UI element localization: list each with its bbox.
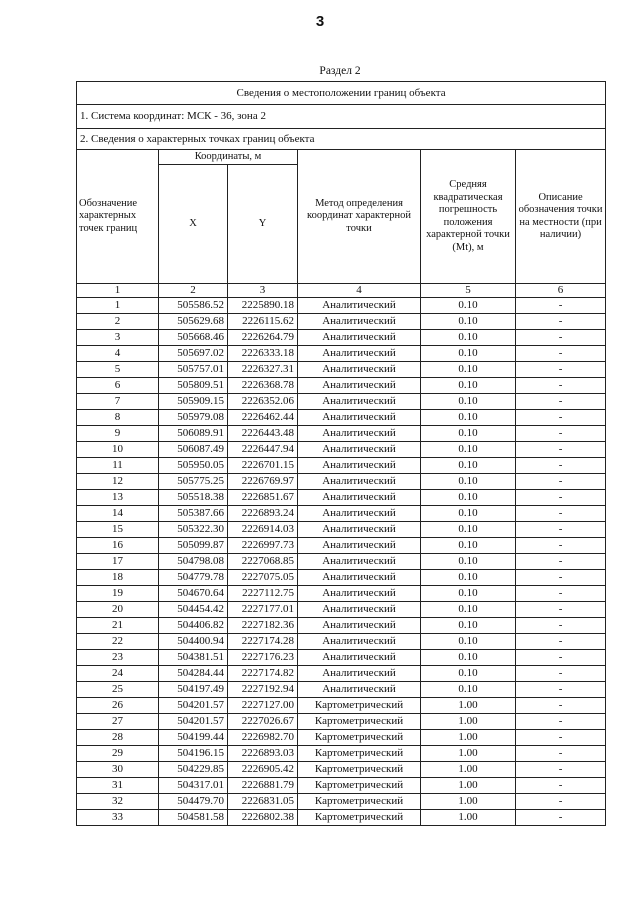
coord-y: 2225890.18 — [228, 297, 298, 313]
table-row — [77, 713, 606, 729]
coord-y: 2226333.18 — [228, 345, 298, 361]
header-error: Средняя квадратическая погрешность положения характерной точки (Mt), м — [421, 150, 516, 284]
table-row — [77, 409, 606, 425]
coord-x: 505518.38 — [159, 489, 228, 505]
column-number: 6 — [516, 284, 606, 298]
coord-y: 2226264.79 — [228, 329, 298, 345]
coord-x: 504317.01 — [159, 777, 228, 793]
table-row — [77, 361, 606, 377]
coord-x: 505909.15 — [159, 393, 228, 409]
coord-y: 2226352.06 — [228, 393, 298, 409]
table-row — [77, 441, 606, 457]
coord-y: 2227182.36 — [228, 617, 298, 633]
mt-cell: 1.00 — [421, 713, 516, 729]
coord-x: 505697.02 — [159, 345, 228, 361]
description-cell: - — [516, 617, 606, 633]
point-number: 27 — [77, 713, 159, 729]
coord-x: 504196.15 — [159, 745, 228, 761]
description-cell: - — [516, 393, 606, 409]
point-number: 3 — [77, 329, 159, 345]
table-row — [77, 649, 606, 665]
coord-y: 2227075.05 — [228, 569, 298, 585]
mt-cell: 0.10 — [421, 457, 516, 473]
description-cell: - — [516, 457, 606, 473]
coord-y: 2226115.62 — [228, 313, 298, 329]
method-cell: Аналитический — [298, 537, 421, 553]
description-cell: - — [516, 777, 606, 793]
description-cell: - — [516, 361, 606, 377]
point-number: 10 — [77, 441, 159, 457]
description-cell: - — [516, 649, 606, 665]
mt-cell: 0.10 — [421, 521, 516, 537]
method-cell: Картометрический — [298, 777, 421, 793]
coord-x: 504479.70 — [159, 793, 228, 809]
method-cell: Аналитический — [298, 361, 421, 377]
table-row — [77, 489, 606, 505]
coord-y: 2226368.78 — [228, 377, 298, 393]
point-number: 17 — [77, 553, 159, 569]
mt-cell: 0.10 — [421, 473, 516, 489]
description-cell: - — [516, 521, 606, 537]
point-number: 13 — [77, 489, 159, 505]
description-cell: - — [516, 473, 606, 489]
column-number: 2 — [159, 284, 228, 298]
description-cell: - — [516, 345, 606, 361]
point-number: 23 — [77, 649, 159, 665]
point-number: 26 — [77, 697, 159, 713]
mt-cell: 0.10 — [421, 313, 516, 329]
method-cell: Аналитический — [298, 313, 421, 329]
coord-x: 505809.51 — [159, 377, 228, 393]
point-number: 4 — [77, 345, 159, 361]
table-row — [77, 697, 606, 713]
method-cell: Аналитический — [298, 521, 421, 537]
mt-cell: 1.00 — [421, 809, 516, 825]
mt-cell: 0.10 — [421, 361, 516, 377]
description-cell: - — [516, 553, 606, 569]
table-row — [77, 681, 606, 697]
mt-cell: 0.10 — [421, 489, 516, 505]
coord-x: 504581.58 — [159, 809, 228, 825]
table-row — [77, 553, 606, 569]
description-cell: - — [516, 793, 606, 809]
coord-x: 505757.01 — [159, 361, 228, 377]
table-row — [77, 729, 606, 745]
coord-y: 2226914.03 — [228, 521, 298, 537]
coord-x: 506087.49 — [159, 441, 228, 457]
coord-y: 2226851.67 — [228, 489, 298, 505]
table-row — [77, 601, 606, 617]
method-cell: Картометрический — [298, 713, 421, 729]
coord-y: 2226831.05 — [228, 793, 298, 809]
column-number: 3 — [228, 284, 298, 298]
coord-y: 2227174.28 — [228, 633, 298, 649]
mt-cell: 0.10 — [421, 297, 516, 313]
method-cell: Аналитический — [298, 617, 421, 633]
coord-y: 2226462.44 — [228, 409, 298, 425]
table-row — [77, 761, 606, 777]
coord-x: 505322.30 — [159, 521, 228, 537]
point-number: 16 — [77, 537, 159, 553]
mt-cell: 0.10 — [421, 505, 516, 521]
point-number: 31 — [77, 777, 159, 793]
coord-x: 504381.51 — [159, 649, 228, 665]
coord-x: 505629.68 — [159, 313, 228, 329]
point-number: 21 — [77, 617, 159, 633]
point-number: 7 — [77, 393, 159, 409]
description-cell: - — [516, 761, 606, 777]
coord-y: 2227176.23 — [228, 649, 298, 665]
method-cell: Аналитический — [298, 457, 421, 473]
coord-y: 2227112.75 — [228, 585, 298, 601]
points-title: 2. Сведения о характерных точках границ объекта — [77, 128, 606, 150]
mt-cell: 1.00 — [421, 729, 516, 745]
mt-cell: 0.10 — [421, 553, 516, 569]
point-number: 22 — [77, 633, 159, 649]
description-cell: - — [516, 729, 606, 745]
method-cell: Аналитический — [298, 649, 421, 665]
coord-x: 504197.49 — [159, 681, 228, 697]
coord-system: 1. Система координат: МСК - 36, зона 2 — [77, 105, 606, 129]
table-row — [77, 745, 606, 761]
column-number-row — [77, 284, 606, 298]
description-cell: - — [516, 585, 606, 601]
header-description: Описание обозначения точки на местности (при наличии) — [516, 150, 606, 284]
table-row — [77, 665, 606, 681]
point-number: 2 — [77, 313, 159, 329]
mt-cell: 0.10 — [421, 585, 516, 601]
coord-x: 504406.82 — [159, 617, 228, 633]
point-number: 5 — [77, 361, 159, 377]
table-row — [77, 393, 606, 409]
coord-x: 504798.08 — [159, 553, 228, 569]
description-cell: - — [516, 569, 606, 585]
point-number: 30 — [77, 761, 159, 777]
description-cell: - — [516, 441, 606, 457]
column-number: 1 — [77, 284, 159, 298]
table-row — [77, 777, 606, 793]
header-coordinates: Координаты, м — [159, 150, 298, 165]
header-x: X — [159, 165, 228, 284]
point-number: 15 — [77, 521, 159, 537]
coord-y: 2227068.85 — [228, 553, 298, 569]
mt-cell: 0.10 — [421, 601, 516, 617]
coord-x: 505668.46 — [159, 329, 228, 345]
coord-x: 506089.91 — [159, 425, 228, 441]
mt-cell: 0.10 — [421, 377, 516, 393]
coord-y: 2227174.82 — [228, 665, 298, 681]
description-cell: - — [516, 297, 606, 313]
table-row — [77, 329, 606, 345]
coord-y: 2226769.97 — [228, 473, 298, 489]
header-designation: Обозначение характерных точек границ — [77, 150, 159, 284]
coord-x: 505387.66 — [159, 505, 228, 521]
coord-x: 504199.44 — [159, 729, 228, 745]
coord-x: 505979.08 — [159, 409, 228, 425]
point-number: 20 — [77, 601, 159, 617]
table-row — [77, 633, 606, 649]
description-cell: - — [516, 745, 606, 761]
mt-cell: 0.10 — [421, 633, 516, 649]
method-cell: Аналитический — [298, 329, 421, 345]
table-row — [77, 569, 606, 585]
coord-x: 504400.94 — [159, 633, 228, 649]
method-cell: Аналитический — [298, 441, 421, 457]
header-method: Метод определения координат характерной точки — [298, 150, 421, 284]
coord-y: 2226893.03 — [228, 745, 298, 761]
table-row — [77, 473, 606, 489]
mt-cell: 0.10 — [421, 617, 516, 633]
coord-x: 505099.87 — [159, 537, 228, 553]
method-cell: Аналитический — [298, 393, 421, 409]
coord-x: 504229.85 — [159, 761, 228, 777]
method-cell: Аналитический — [298, 409, 421, 425]
boundary-points-table — [76, 81, 606, 826]
mt-cell: 0.10 — [421, 409, 516, 425]
mt-cell: 0.10 — [421, 441, 516, 457]
description-cell: - — [516, 537, 606, 553]
table-row — [77, 617, 606, 633]
description-cell: - — [516, 329, 606, 345]
section-label: Раздел 2 — [319, 65, 361, 77]
coord-x: 504670.64 — [159, 585, 228, 601]
method-cell: Картометрический — [298, 697, 421, 713]
coord-system-row — [77, 105, 606, 129]
coord-y: 2227177.01 — [228, 601, 298, 617]
header-y: Y — [228, 165, 298, 284]
method-cell: Аналитический — [298, 553, 421, 569]
point-number: 33 — [77, 809, 159, 825]
column-number: 5 — [421, 284, 516, 298]
description-cell: - — [516, 425, 606, 441]
method-cell: Аналитический — [298, 377, 421, 393]
coord-x: 504779.78 — [159, 569, 228, 585]
table-row — [77, 313, 606, 329]
table-title: Сведения о местоположении границ объекта — [77, 82, 606, 105]
method-cell: Картометрический — [298, 729, 421, 745]
point-number: 18 — [77, 569, 159, 585]
point-number: 25 — [77, 681, 159, 697]
mt-cell: 1.00 — [421, 697, 516, 713]
method-cell: Аналитический — [298, 633, 421, 649]
table-row — [77, 809, 606, 825]
mt-cell: 0.10 — [421, 569, 516, 585]
point-number: 19 — [77, 585, 159, 601]
description-cell: - — [516, 409, 606, 425]
method-cell: Аналитический — [298, 489, 421, 505]
table-row — [77, 457, 606, 473]
point-number: 29 — [77, 745, 159, 761]
coord-x: 505950.05 — [159, 457, 228, 473]
method-cell: Аналитический — [298, 665, 421, 681]
table-row — [77, 521, 606, 537]
description-cell: - — [516, 377, 606, 393]
coord-x: 504454.42 — [159, 601, 228, 617]
page-number: 3 — [315, 13, 325, 30]
method-cell: Аналитический — [298, 585, 421, 601]
point-number: 28 — [77, 729, 159, 745]
description-cell: - — [516, 809, 606, 825]
mt-cell: 0.10 — [421, 665, 516, 681]
coord-x: 504284.44 — [159, 665, 228, 681]
table-row — [77, 793, 606, 809]
table-row — [77, 585, 606, 601]
mt-cell: 0.10 — [421, 425, 516, 441]
method-cell: Аналитический — [298, 505, 421, 521]
coord-y: 2226443.48 — [228, 425, 298, 441]
description-cell: - — [516, 697, 606, 713]
coord-y: 2226881.79 — [228, 777, 298, 793]
mt-cell: 0.10 — [421, 537, 516, 553]
method-cell: Картометрический — [298, 793, 421, 809]
table-row — [77, 297, 606, 313]
coord-x: 505775.25 — [159, 473, 228, 489]
description-cell: - — [516, 713, 606, 729]
table-title-row — [77, 82, 606, 105]
coord-y: 2226327.31 — [228, 361, 298, 377]
points-title-row — [77, 128, 606, 150]
method-cell: Картометрический — [298, 745, 421, 761]
coord-y: 2226997.73 — [228, 537, 298, 553]
description-cell: - — [516, 313, 606, 329]
point-number: 14 — [77, 505, 159, 521]
coord-y: 2226802.38 — [228, 809, 298, 825]
description-cell: - — [516, 665, 606, 681]
description-cell: - — [516, 489, 606, 505]
point-number: 12 — [77, 473, 159, 489]
mt-cell: 0.10 — [421, 345, 516, 361]
method-cell: Картометрический — [298, 761, 421, 777]
point-number: 24 — [77, 665, 159, 681]
point-number: 32 — [77, 793, 159, 809]
mt-cell: 1.00 — [421, 777, 516, 793]
method-cell: Картометрический — [298, 809, 421, 825]
coord-y: 2226905.42 — [228, 761, 298, 777]
description-cell: - — [516, 505, 606, 521]
coord-y: 2226701.15 — [228, 457, 298, 473]
table-row — [77, 425, 606, 441]
table-row — [77, 537, 606, 553]
mt-cell: 0.10 — [421, 681, 516, 697]
coord-y: 2226982.70 — [228, 729, 298, 745]
method-cell: Аналитический — [298, 601, 421, 617]
point-number: 6 — [77, 377, 159, 393]
description-cell: - — [516, 601, 606, 617]
point-number: 11 — [77, 457, 159, 473]
mt-cell: 0.10 — [421, 329, 516, 345]
point-number: 9 — [77, 425, 159, 441]
description-cell: - — [516, 681, 606, 697]
coord-x: 505586.52 — [159, 297, 228, 313]
mt-cell: 1.00 — [421, 761, 516, 777]
description-cell: - — [516, 633, 606, 649]
method-cell: Аналитический — [298, 569, 421, 585]
method-cell: Аналитический — [298, 681, 421, 697]
header-row-1 — [77, 150, 606, 165]
method-cell: Аналитический — [298, 297, 421, 313]
coord-y: 2227192.94 — [228, 681, 298, 697]
table-row — [77, 377, 606, 393]
coord-y: 2226893.24 — [228, 505, 298, 521]
mt-cell: 0.10 — [421, 393, 516, 409]
coord-x: 504201.57 — [159, 713, 228, 729]
mt-cell: 1.00 — [421, 745, 516, 761]
point-number: 1 — [77, 297, 159, 313]
coord-y: 2227127.00 — [228, 697, 298, 713]
mt-cell: 0.10 — [421, 649, 516, 665]
coord-y: 2226447.94 — [228, 441, 298, 457]
table-row — [77, 505, 606, 521]
coord-x: 504201.57 — [159, 697, 228, 713]
method-cell: Аналитический — [298, 425, 421, 441]
column-number: 4 — [298, 284, 421, 298]
method-cell: Аналитический — [298, 345, 421, 361]
point-number: 8 — [77, 409, 159, 425]
table-row — [77, 345, 606, 361]
mt-cell: 1.00 — [421, 793, 516, 809]
coord-y: 2227026.67 — [228, 713, 298, 729]
method-cell: Аналитический — [298, 473, 421, 489]
